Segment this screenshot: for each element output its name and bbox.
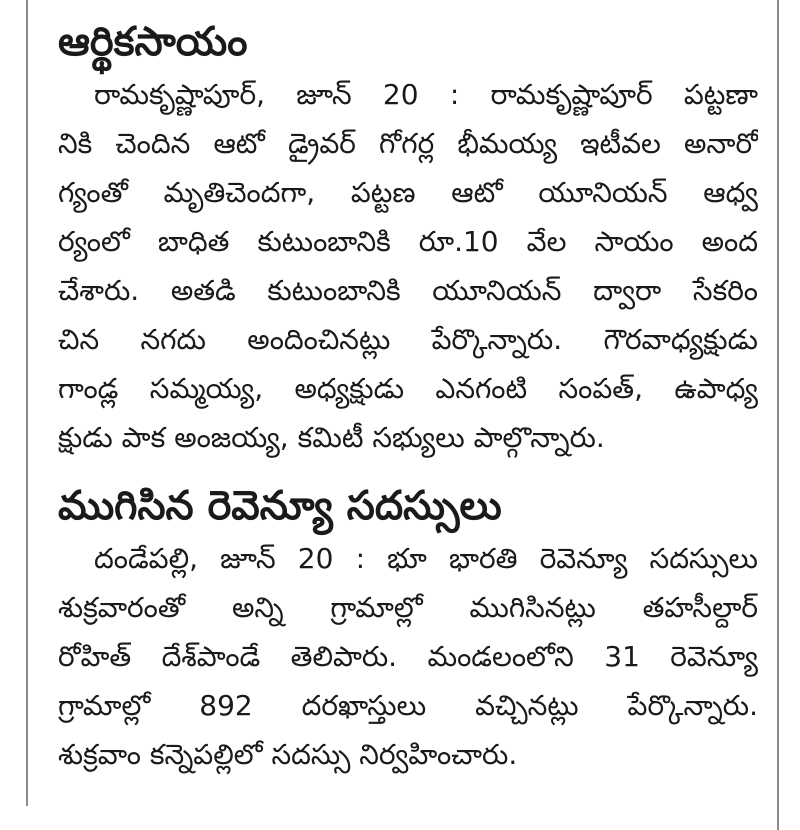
article-financial-aid	[58, 14, 758, 462]
column-rule-right	[777, 0, 779, 830]
body-line: క్షుడు పాక అంజయ్య, కమిటీ సభ్యులు పాల్గొన్నారు.	[58, 421, 605, 454]
body-line: గాండ్ల సమ్మయ్య, అధ్యక్షుడు ఎనగంటి సంపత్, ఉపాధ్య	[58, 372, 758, 405]
news-column	[58, 14, 758, 779]
body-line: గ్రామాల్లో 892 దరఖాస్తులు వచ్చినట్లు పేర్కొన్నారు.	[58, 689, 758, 722]
article-headline: ఆర్థికసాయం	[58, 19, 248, 65]
body-line: ర్యంలో బాధిత కుటుంబానికి రూ.10 వేల సాయం అంద	[58, 225, 758, 258]
body-line: శుక్రవాం కన్నెపల్లిలో సదస్సు నిర్వహించారు.	[58, 738, 518, 771]
article-spacer	[58, 462, 758, 478]
clipped-text-fragment	[320, 0, 450, 5]
body-line: నికి చెందిన ఆటో డ్రైవర్ గోగర్ల భీమయ్య ఇటీవల అనారో	[58, 127, 758, 160]
article-body	[58, 70, 758, 462]
body-line: గ్యంతో మృతిచెందగా, పట్టణ ఆటో యూనియన్ ఆధ్వ	[58, 176, 758, 209]
article-revenue-sessions	[58, 478, 758, 779]
body-line: రోహిత్ దేశ్‌పాండే తెలిపారు. మండలంలోని 31 రెవెన్యూ	[58, 640, 758, 673]
body-line: రామకృష్ణాపూర్, జూన్ 20 : రామకృష్ణాపూర్ పట్టణా	[94, 78, 758, 111]
column-rule-left	[26, 0, 28, 806]
body-line: చేశారు. అతడి కుటుంబానికి యూనియన్ ద్వారా సేకరిం	[58, 274, 758, 307]
body-line: శుక్రవారంతో అన్ని గ్రామాల్లో ముగిసినట్లు తహసీల్దార్	[58, 591, 758, 624]
article-body	[58, 534, 758, 779]
body-line: దండేపల్లి, జూన్ 20 : భూ భారతి రెవెన్యూ సదస్సులు	[94, 542, 758, 575]
article-headline: ముగిసిన రెవెన్యూ సదస్సులు	[58, 483, 502, 529]
body-line: చిన నగదు అందించినట్లు పేర్కొన్నారు. గౌరవాధ్యక్షుడు	[58, 323, 758, 356]
